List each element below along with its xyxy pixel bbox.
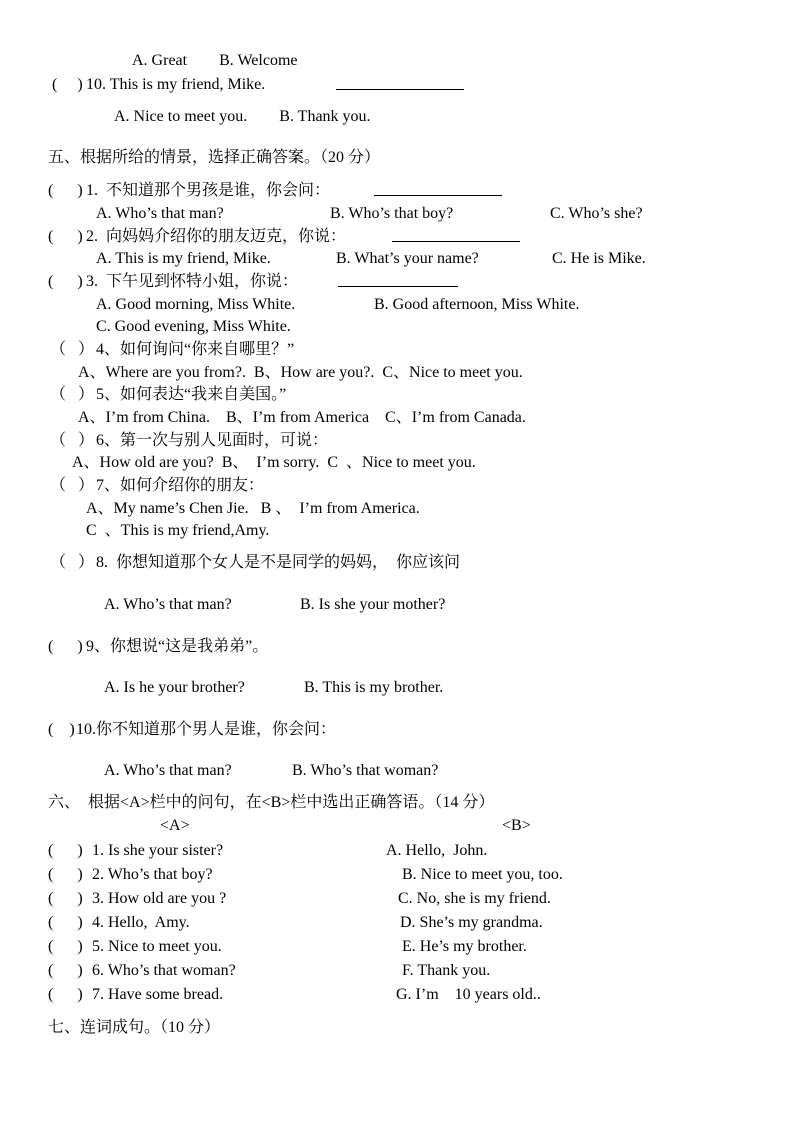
match-right-item: G. I’m 10 years old..	[396, 986, 541, 1003]
match-paren: ( )	[48, 890, 83, 907]
match-right-item: B. Nice to meet you, too.	[402, 866, 563, 883]
p5-q10-option-b: B. Who’s that woman?	[292, 762, 439, 779]
p5-q10-stem: 10.你不知道那个男人是谁，你会问：	[76, 721, 337, 738]
p5-q2-option-c: C. He is Mike.	[552, 250, 646, 267]
p5-q7-paren: （ ）	[50, 477, 95, 494]
section-7-heading: 七、连词成句。（10 分）	[48, 1019, 221, 1036]
section-5-heading: 五、根据所给的情景，选择正确答案。（20 分）	[48, 149, 381, 166]
p5-q9-option-b: B. This is my brother.	[304, 679, 444, 696]
p5-q3-paren: ( )	[48, 273, 83, 290]
p5-q3-stem: 3. 下午见到怀特小姐，你说：	[86, 273, 299, 290]
q10-options: A. Nice to meet you. B. Thank you.	[114, 108, 371, 125]
match-right-item: D. She’s my grandma.	[400, 914, 543, 931]
p5-q7-stem: 7、如何介绍你的朋友：	[96, 477, 265, 494]
p5-q1-blank	[374, 181, 502, 202]
p5-q3-option-c: C. Good evening, Miss White.	[96, 318, 291, 335]
p5-q5-options: A、I’m from China. B、I’m from America C、I’m from Canada.	[78, 409, 526, 426]
match-left-item: 5. Nice to meet you.	[92, 938, 222, 955]
q10-paren: ( )	[52, 76, 83, 93]
p5-q6-stem: 6、第一次与别人见面时，可说：	[96, 432, 329, 449]
match-paren: ( )	[48, 914, 83, 931]
p5-q4-paren: （ ）	[50, 341, 95, 358]
p5-q3-option-a: A. Good morning, Miss White.	[96, 296, 296, 313]
p5-q7-option-ab: A、My name’s Chen Jie. B 、 I’m from America.	[86, 500, 420, 517]
p5-q3-option-b: B. Good afternoon, Miss White.	[374, 296, 580, 313]
p5-q3-blank	[338, 272, 458, 293]
p5-q8-paren: （ ）	[50, 554, 95, 571]
p5-q2-blank	[392, 227, 520, 248]
p5-q1-option-b: B. Who’s that boy?	[330, 205, 454, 222]
p5-q6-options: A、How old are you? B、 I’m sorry. C 、Nice to meet you.	[72, 454, 476, 471]
match-paren: ( )	[48, 962, 83, 979]
column-a-label: <A>	[160, 817, 190, 834]
p5-q5-paren: （ ）	[50, 386, 95, 403]
p5-q10-paren: ( )	[48, 721, 75, 738]
q10-answer-blank	[336, 75, 464, 96]
match-paren: ( )	[48, 938, 83, 955]
p5-q1-option-c: C. Who’s she?	[550, 205, 643, 222]
section-6-heading: 六、 根据<A>栏中的问句，在<B>栏中选出正确答语。（14 分）	[48, 794, 495, 811]
p5-q1-option-a: A. Who’s that man?	[96, 205, 224, 222]
p5-q4-stem: 4、如何询问“你来自哪里？”	[96, 341, 295, 358]
p5-q2-stem: 2. 向妈妈介绍你的朋友迈克，你说：	[86, 228, 347, 245]
column-b-label: <B>	[502, 817, 531, 834]
p5-q8-option-a: A. Who’s that man?	[104, 596, 232, 613]
match-left-item: 6. Who’s that woman?	[92, 962, 236, 979]
match-paren: ( )	[48, 866, 83, 883]
match-left-item: 2. Who’s that boy?	[92, 866, 213, 883]
p5-q10-option-a: A. Who’s that man?	[104, 762, 232, 779]
p5-q1-stem: 1. 不知道那个男孩是谁，你会问：	[86, 182, 331, 199]
match-left-item: 3. How old are you ?	[92, 890, 227, 907]
p5-q6-paren: （ ）	[50, 432, 95, 449]
match-left-item: 1. Is she your sister?	[92, 842, 224, 859]
p5-q7-option-c: C 、This is my friend,Amy.	[86, 522, 270, 539]
match-left-item: 7. Have some bread.	[92, 986, 224, 1003]
q9-options: A. Great B. Welcome	[132, 52, 298, 69]
q10-question: 10. This is my friend, Mike.	[86, 76, 266, 93]
p5-q9-paren: ( )	[48, 638, 83, 655]
match-right-item: E. He’s my brother.	[402, 938, 527, 955]
p5-q9-stem: 9、你想说“这是我弟弟”。	[86, 638, 269, 655]
match-right-item: F. Thank you.	[402, 962, 491, 979]
p5-q2-option-b: B. What’s your name?	[336, 250, 479, 267]
p5-q9-option-a: A. Is he your brother?	[104, 679, 245, 696]
p5-q8-stem: 8. 你想知道那个女人是不是同学的妈妈， 你应该问	[96, 554, 461, 571]
match-paren: ( )	[48, 986, 83, 1003]
p5-q5-stem: 5、如何表达“我来自美国。”	[96, 386, 287, 403]
match-right-item: C. No, she is my friend.	[398, 890, 551, 907]
p5-q1-paren: ( )	[48, 182, 83, 199]
p5-q4-options: A、Where are you from?. B、How are you?. C、Nice to meet you.	[78, 364, 523, 381]
p5-q2-option-a: A. This is my friend, Mike.	[96, 250, 271, 267]
p5-q8-option-b: B. Is she your mother?	[300, 596, 446, 613]
p5-q2-paren: ( )	[48, 228, 83, 245]
match-right-item: A. Hello, John.	[386, 842, 488, 859]
match-left-item: 4. Hello, Amy.	[92, 914, 190, 931]
match-paren: ( )	[48, 842, 83, 859]
